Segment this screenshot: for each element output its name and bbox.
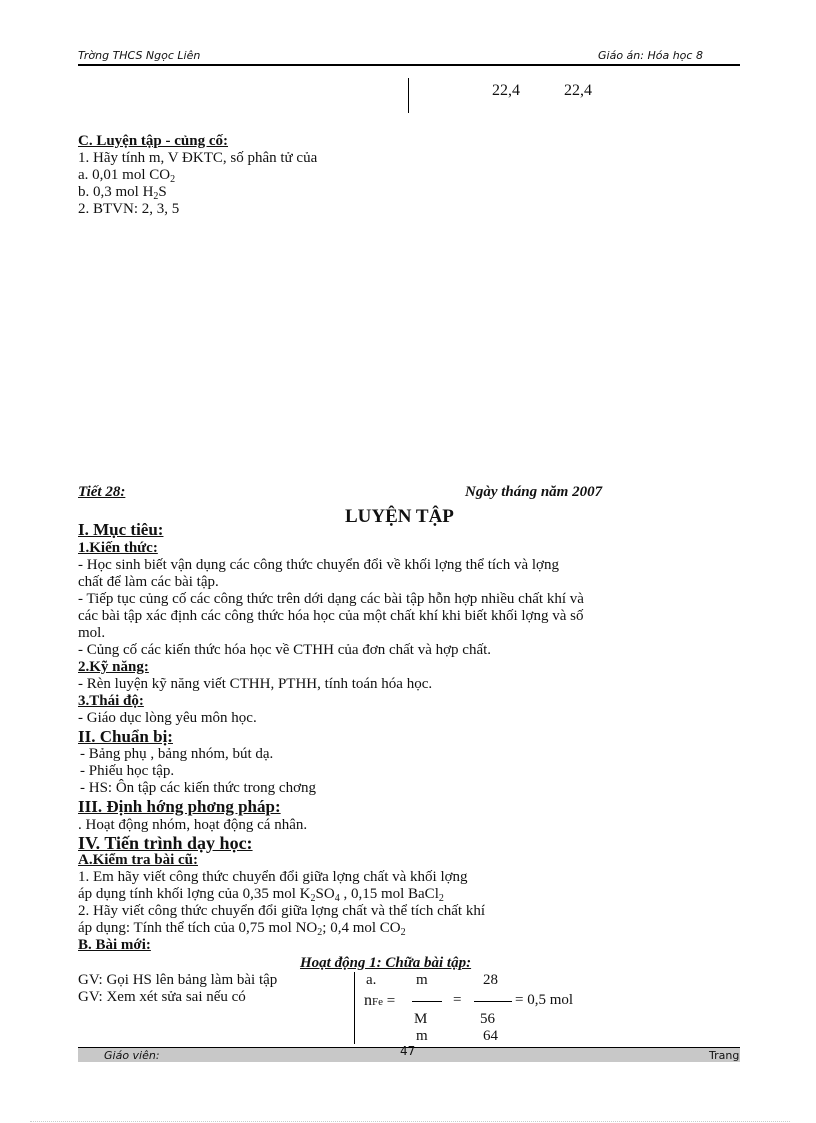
knowledge-item-2-line-3: mol. <box>78 625 106 641</box>
section-c-q1: 1. Hãy tính m, V ĐKTC, số phân tử của <box>78 150 318 166</box>
footer-trang: Trang <box>709 1049 740 1062</box>
lesson-number: Tiết 28: <box>78 484 126 500</box>
new-lesson-heading: B. Bài mới: <box>78 937 151 953</box>
activity-1-heading: Hoạt động 1: Chữa bài tập: <box>300 955 472 971</box>
skills-item-1: - Rèn luyện kỹ năng viết CTHH, PTHH, tính toán hóa học. <box>78 676 433 692</box>
header-school: Trờng THCS Ngọc Liên <box>78 49 201 62</box>
review-q2: 2. Hãy viết công thức chuyển đổi giữa lợng chất và thể tích chất khí <box>78 903 485 919</box>
method-item-1: . Hoạt động nhóm, hoạt động cá nhân. <box>78 817 308 833</box>
lesson-date: Ngày tháng năm 2007 <box>465 484 603 500</box>
fragment-value-2: 22,4 <box>564 82 592 99</box>
fraction-bar-1 <box>412 1001 442 1002</box>
review-q1: 1. Em hãy viết công thức chuyển đổi giữa lợng chất và khối lợng <box>78 869 468 885</box>
header-doc-title: Giáo án: Hóa học 8 <box>598 49 703 62</box>
review-q2-apply: áp dụng: Tính thể tích của 0,75 mol $NO_2$; 0,4 mol $CO_2$ <box>78 920 406 938</box>
preparation-heading: II. Chuẩn bị: <box>78 727 173 746</box>
footer-teacher: Giáo viên: <box>104 1049 160 1062</box>
knowledge-item-2-line-1: - Tiếp tục củng cố các công thức trên dới dạng các bài tập hỗn hợp nhiều chất khí và <box>78 591 584 607</box>
solution-result: = 0,5 mol <box>515 992 574 1008</box>
teacher-instruction-1: GV: Gọi HS lên bảng làm bài tập <box>78 972 278 988</box>
solution-n-fe: nFe = <box>364 992 396 1009</box>
knowledge-item-3: - Củng cố các kiến thức hóa học về CTHH của đơn chất và hợp chất. <box>78 642 492 658</box>
attitude-heading: 3.Thái độ: <box>78 693 144 709</box>
review-heading: A.Kiểm tra bài cũ: <box>78 852 198 868</box>
teacher-instruction-2: GV: Xem xét sửa sai nếu có <box>78 989 246 1005</box>
knowledge-heading: 1.Kiến thức: <box>78 540 158 556</box>
header-rule <box>78 64 740 66</box>
solution-label-a: a. <box>366 972 377 988</box>
fraction-bar-2 <box>474 1001 512 1002</box>
solution-equals: = <box>453 992 462 1008</box>
attitude-item-1: - Giáo dục lòng yêu môn học. <box>78 710 257 726</box>
section-c-a: a. 0,01 mol $CO_2$ <box>78 167 176 185</box>
table-divider <box>408 78 409 113</box>
skills-heading: 2.Kỹ năng: <box>78 659 149 675</box>
solution-next-64: 64 <box>483 1028 498 1044</box>
solution-numerator-28: 28 <box>483 972 498 988</box>
solution-denominator-M: M <box>414 1011 428 1027</box>
knowledge-item-2-line-2: các bài tập xác định các công thức hóa học của một chất khí khi biết khối lợng và số <box>78 608 584 624</box>
activity-table-divider <box>354 972 355 1044</box>
preparation-item-3: - HS: Ôn tập các kiến thức trong chơng <box>80 780 317 796</box>
preparation-item-1: - Bảng phụ , bảng nhóm, bút dạ. <box>80 746 274 762</box>
section-c-b: b. 0,3 mol $H_2S$ <box>78 184 167 202</box>
knowledge-item-1-line-2: chất để làm các bài tập. <box>78 574 219 590</box>
solution-numerator-m: m <box>416 972 428 988</box>
preparation-item-2: - Phiếu học tập. <box>80 763 175 779</box>
section-c-q2: 2. BTVN: 2, 3, 5 <box>78 201 180 217</box>
fragment-value-1: 22,4 <box>492 82 520 99</box>
objectives-heading: I. Mục tiêu: <box>78 520 164 539</box>
section-c-title: C. Luyện tập - củng cố: <box>78 133 229 149</box>
solution-denominator-56: 56 <box>480 1011 495 1027</box>
page-edge-dots <box>30 1121 790 1122</box>
lesson-title: LUYỆN TẬP <box>345 506 454 527</box>
method-heading: III. Định hớng phơng pháp: <box>78 797 281 816</box>
solution-next-m: m <box>416 1028 428 1044</box>
process-heading: IV. Tiến trình dạy học: <box>78 833 253 853</box>
footer-page-number: 47 <box>400 1044 416 1058</box>
knowledge-item-1-line-1: - Học sinh biết vận dụng các công thức chuyển đổi về khối lợng thể tích và lợng <box>78 557 559 573</box>
review-q1-apply: áp dụng tính khối lợng của 0,35 mol $K_2SO_4$ , 0,15 mol BaCl$_2$ <box>78 886 444 904</box>
